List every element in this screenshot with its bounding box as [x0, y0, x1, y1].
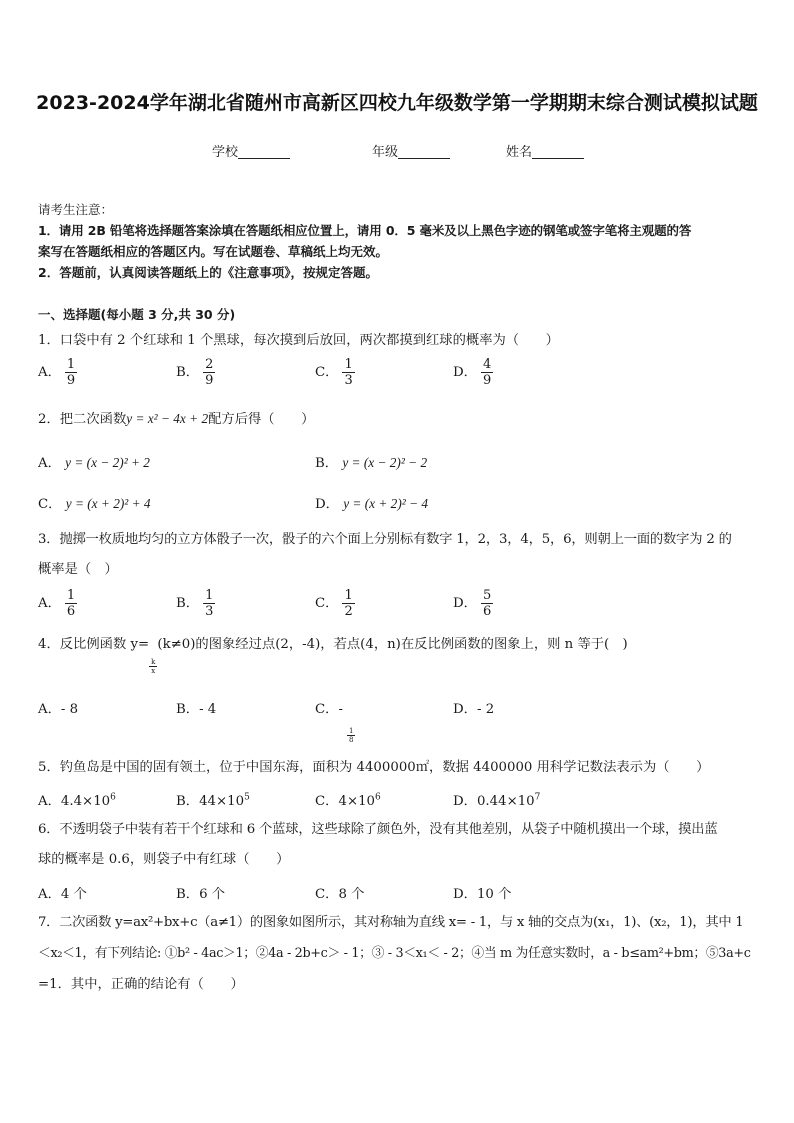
- q3-option-c[interactable]: [315, 588, 355, 619]
- name-field: [506, 141, 584, 160]
- q6-a-text: 4 个: [60, 887, 87, 902]
- q3-b-fraction: [203, 588, 215, 619]
- q5-option-a[interactable]: [38, 790, 116, 809]
- q5-option-d[interactable]: [453, 790, 540, 809]
- q4-d-text: - 2: [476, 702, 495, 717]
- q6-option-c[interactable]: [315, 883, 364, 902]
- q1-d-num: 4: [482, 357, 492, 372]
- q5-c-label: C．: [315, 794, 339, 809]
- q2-stem-pre: 2．把二次函数: [38, 412, 127, 427]
- q2-b-expr: y = (x − 2)² − 2: [342, 455, 428, 470]
- q4-stem-fraction: [149, 658, 157, 675]
- q3-c-den: 2: [344, 604, 353, 619]
- q4-c-den: 8: [348, 736, 354, 744]
- q5-c-base: 4×10: [338, 794, 376, 809]
- q2-option-d[interactable]: [315, 493, 428, 512]
- q4-stem: [38, 636, 628, 675]
- school-field: [212, 141, 290, 160]
- q6-b-text: 6 个: [199, 887, 226, 902]
- q7-line1: 7．二次函数 y=ax²+bx+c（a≠1）的图象如图所示，其对称轴为直线 x= - 1，与 x 轴的交点为(x₁，1)、(x₂，1)，其中 1: [38, 915, 744, 930]
- q1-a-num: 1: [66, 357, 76, 372]
- q6-option-d[interactable]: [453, 883, 511, 902]
- q5-d-base: 0.44×10: [476, 794, 535, 809]
- q5-a-label: A．: [38, 794, 61, 809]
- q6-c-label: C．: [315, 887, 339, 902]
- q2-a-label: A．: [38, 456, 61, 471]
- q4-stem-num: k: [151, 658, 156, 666]
- q5-c-exp: 6: [375, 792, 381, 803]
- q7-line3: =1．其中，正确的结论有（ ）: [38, 977, 244, 992]
- name-label: 姓名: [506, 145, 533, 160]
- q1-d-fraction: [481, 357, 493, 388]
- notice-item1-line1: 1．请用 2B 铅笔将选择题答案涂填在答题纸相应位置上，请用 0．5 毫米及以上黑色字迹的钢笔或签字笔将主观题的答: [38, 223, 692, 238]
- q3-a-label: A．: [38, 596, 61, 611]
- notice-item1-line2: 案写在答题纸相应的答题区内。写在试题卷、草稿纸上均无效。: [38, 244, 389, 259]
- q6-d-text: 10 个: [476, 887, 512, 902]
- q6-b-label: B．: [176, 887, 200, 902]
- q1-b-label: B．: [176, 365, 200, 380]
- notice-header: 请考生注意：: [38, 202, 114, 217]
- q2-option-b[interactable]: [315, 452, 427, 471]
- q4-b-text: - 4: [199, 702, 217, 717]
- q5-stem: 5．钓鱼岛是中国的固有领土，位于中国东海，面积为 4400000㎡，数据 4400000 用科学记数法表示为（ ）: [38, 760, 710, 775]
- q2-a-expr: y = (x − 2)² + 2: [65, 455, 150, 470]
- q6-c-text: 8 个: [338, 887, 365, 902]
- grade-blank: [398, 144, 450, 159]
- q2-stem-formula: y = x² − 4x + 2: [126, 411, 209, 426]
- q1-option-d[interactable]: [453, 357, 493, 388]
- q1-c-fraction: [342, 357, 354, 388]
- q1-d-den: 9: [482, 373, 492, 388]
- q1-c-den: 3: [344, 373, 353, 388]
- q2-d-label: D．: [315, 497, 339, 512]
- q4-stem-den: x: [151, 667, 156, 675]
- school-blank: [238, 144, 290, 159]
- q1-c-num: 1: [344, 357, 353, 372]
- q4-option-c[interactable]: [315, 698, 355, 744]
- q1-option-c[interactable]: [315, 357, 355, 388]
- q1-c-label: C．: [315, 365, 339, 380]
- q3-option-d[interactable]: [453, 588, 493, 619]
- q5-a-exp: 6: [110, 792, 116, 803]
- q4-c-text: -: [338, 702, 343, 717]
- q3-b-label: B．: [176, 596, 200, 611]
- q1-a-den: 9: [66, 373, 76, 388]
- q6-stem-line1: 6．不透明袋子中装有若干个红球和 6 个蓝球，这些球除了颜色外，没有其他差别，从袋子中随机摸出一个球，摸出蓝: [38, 822, 718, 837]
- q2-option-c[interactable]: [38, 493, 151, 512]
- q3-a-fraction: [65, 588, 77, 619]
- notice-item2: 2．答题前，认真阅读答题纸上的《注意事项》，按规定答题。: [38, 265, 378, 280]
- school-label: 学校: [212, 145, 239, 160]
- q4-b-label: B．: [176, 702, 200, 717]
- q5-option-c[interactable]: [315, 790, 381, 809]
- q4-c-fraction: [347, 727, 355, 744]
- page-title: 2023-2024学年湖北省随州市高新区四校九年级数学第一学期期末综合测试模拟试题: [36, 92, 758, 114]
- q3-c-fraction: [342, 588, 354, 619]
- q4-option-a[interactable]: [38, 698, 78, 717]
- q3-stem-line1: 3．抛掷一枚质地均匀的立方体骰子一次，骰子的六个面上分别标有数字 1，2，3，4，5，6，则朝上一面的数字为 2 的: [38, 532, 732, 547]
- q6-d-label: D．: [453, 887, 477, 902]
- q3-stem-line2: 概率是（ ）: [38, 562, 118, 577]
- q4-a-label: A．: [38, 702, 61, 717]
- q4-option-d[interactable]: [453, 698, 494, 717]
- q2-stem: [38, 410, 314, 429]
- q3-b-den: 3: [205, 604, 214, 619]
- q6-option-a[interactable]: [38, 883, 87, 902]
- q2-d-expr: y = (x + 2)² − 4: [343, 496, 429, 511]
- q2-b-label: B．: [315, 456, 339, 471]
- q3-c-label: C．: [315, 596, 339, 611]
- q3-c-num: 1: [344, 588, 353, 603]
- q7-line2: ＜x₂＜1，有下列结论: ①b² - 4ac＞1；②4a - 2b+c＞ - 1；③ - 3＜x₁＜ - 2；④当 m 为任意实数时，a - b≤am²+bm；⑤3a+c: [38, 946, 751, 961]
- name-blank: [532, 144, 584, 159]
- q5-b-exp: 5: [244, 792, 250, 803]
- q5-a-base: 4.4×10: [60, 794, 111, 809]
- q6-stem-line2: 球的概率是 0.6，则袋子中有红球（ ）: [38, 852, 290, 867]
- q5-b-base: 44×10: [199, 794, 245, 809]
- q1-option-a[interactable]: [38, 357, 77, 388]
- q1-b-den: 9: [205, 373, 214, 388]
- q5-b-label: B．: [176, 794, 200, 809]
- q1-b-num: 2: [205, 357, 214, 372]
- q3-option-a[interactable]: [38, 588, 77, 619]
- q3-d-den: 6: [482, 604, 492, 619]
- q2-c-label: C．: [38, 497, 62, 512]
- q1-a-label: A．: [38, 365, 61, 380]
- q2-stem-post: 配方后得（ ）: [208, 412, 315, 427]
- q2-option-a[interactable]: [38, 452, 150, 471]
- grade-field: [372, 141, 450, 160]
- q4-c-num: 1: [348, 727, 354, 735]
- section-heading: 一、选择题(每小题 3 分,共 30 分): [38, 307, 236, 322]
- q4-stem-pre: 4．反比例函数 y=: [38, 637, 150, 652]
- q5-d-label: D．: [453, 794, 477, 809]
- q3-a-den: 6: [66, 604, 76, 619]
- q4-stem-post: (k≠0)的图象经过点(2，-4)，若点(4，n)在反比例函数的图象上，则 n 等于( ): [157, 637, 628, 652]
- q4-c-label: C．: [315, 702, 339, 717]
- q6-option-b[interactable]: [176, 883, 225, 902]
- q1-option-b[interactable]: [176, 357, 215, 388]
- q4-option-b[interactable]: [176, 698, 216, 717]
- q3-d-num: 5: [482, 588, 492, 603]
- q6-a-label: A．: [38, 887, 61, 902]
- q5-d-exp: 7: [534, 792, 541, 803]
- q3-d-fraction: [481, 588, 493, 619]
- q3-b-num: 1: [205, 588, 214, 603]
- q3-a-num: 1: [66, 588, 76, 603]
- q5-option-b[interactable]: [176, 790, 250, 809]
- q4-d-label: D．: [453, 702, 477, 717]
- q4-a-text: - 8: [60, 702, 79, 717]
- q1-b-fraction: [203, 357, 215, 388]
- q2-c-expr: y = (x + 2)² + 4: [65, 496, 151, 511]
- q1-stem: 1．口袋中有 2 个红球和 1 个黑球，每次摸到后放回，两次都摸到红球的概率为（ ）: [38, 333, 559, 348]
- grade-label: 年级: [372, 145, 399, 160]
- q1-d-label: D．: [453, 365, 477, 380]
- q1-a-fraction: [65, 357, 77, 388]
- q3-option-b[interactable]: [176, 588, 215, 619]
- q3-d-label: D．: [453, 596, 477, 611]
